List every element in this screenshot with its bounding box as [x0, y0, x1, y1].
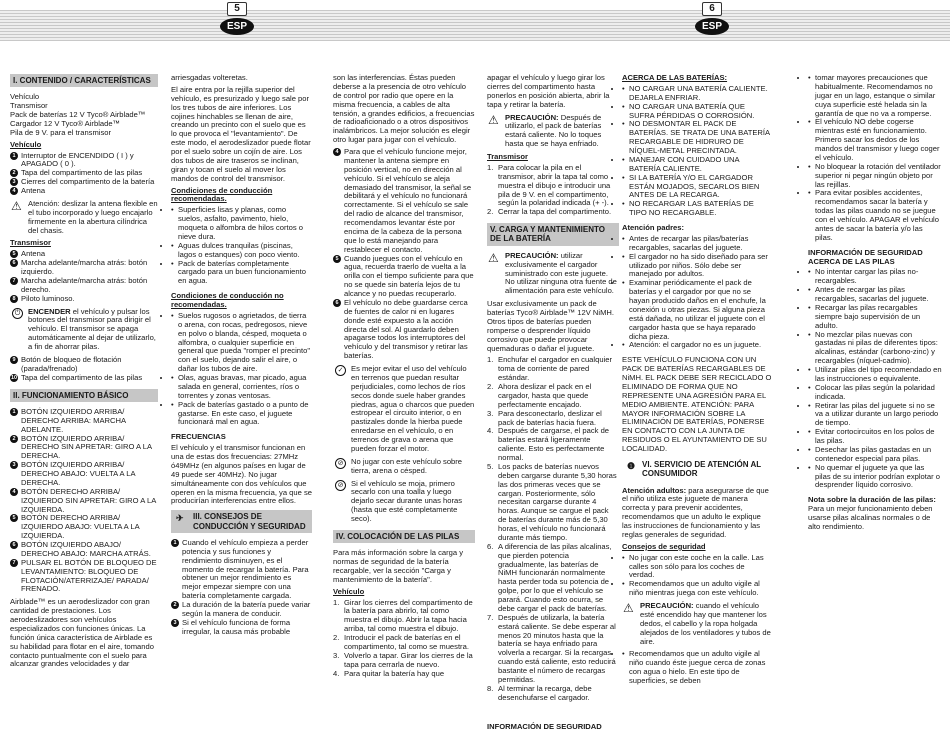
- list-item: 3. Para desconectarlo, deslizar el pack de baterías hacia fuera.: [487, 408, 602, 427]
- list-item: 5. Los packs de baterías nuevos deben cargarse durante 5,30 horas las dos primeras veces que se cargan. Posteriormente, sólo necesitan cargarse durante 4 horas. Aunque se cargue el pack de baterías durante más de 5,30 horas, el vehículo no funcionará durante más tiempo.: [487, 461, 617, 542]
- list-item: • • Antes de recargar las pilas recargables, sacarlas del juguete.: [808, 286, 942, 304]
- list-item: 3 Si el vehículo funciona de forma irregular, la causa más probable: [171, 619, 312, 637]
- parents-list: [622, 235, 772, 350]
- number-badge: 4.: [333, 668, 340, 678]
- list-item: 5 Cuando juegues con el vehículo en agua, recuerda traerlo de vuelta a la orilla con el tiempo suficiente para que no se quede sin batería lejos de tu alcance y no puedas recuperarlo.: [333, 255, 475, 299]
- list-item: 1. Para colocar la pila en el transmisor, abrir la tapa tal como muestra el dibujo e introducir una pila de 9 V. en el compartimento, según la polaridad indicada (+ -).: [487, 162, 611, 208]
- subheading: Atención padres:: [622, 223, 685, 232]
- number-badge: 7: [10, 277, 18, 285]
- remote-control-icon: ✈: [176, 513, 184, 524]
- section-heading: ❶ VI. SERVICIO DE ATENCIÓN AL CONSUMIDOR: [627, 459, 761, 479]
- driving-tips-list: [171, 539, 312, 637]
- safety-tips-list: [622, 650, 772, 686]
- content-item: Cargador 12 V Tyco® Airblade™: [10, 118, 121, 128]
- list-item: 1. Girar los cierres del compartimento de la batería para abrirlo, tal como muestra el dibujo. Abrir la tapa hacia arriba, tal como muestra el dibujo.: [333, 597, 473, 634]
- paragraph: Airblade™ es un aerodeslizador con gran cantidad de prestaciones. Los aerodeslizadores son vehículos especializados con funciones únicas. La función única característica de Airblade es su habilidad para flotar en el aire, tomando contacto puntualmente con el suelo para alcanzar grandes velocidades y dar: [10, 597, 154, 669]
- list-item: • • Olas, aguas bravas, mar picado, agua salada en general, corrientes, ríos o torrentes y zonas ventosas.: [171, 374, 312, 401]
- list-item: • • NO CARGAR UNA BATERÍA QUE SUFRA PÉRDIDAS O CORROSIÓN.: [622, 103, 772, 121]
- number-badge: 2.: [333, 633, 340, 643]
- list-item: • • NO RECARGAR LAS BATERÍAS DE TIPO NO RECARGABLE.: [622, 200, 772, 218]
- not-recommended-conditions-list: [171, 312, 312, 427]
- number-badge: 1: [10, 152, 18, 160]
- number-badge: 5: [10, 250, 18, 258]
- list-item: 7 Marcha adelante/marcha atrás: botón derecho.: [10, 277, 158, 295]
- number-badge: 2.: [487, 382, 494, 392]
- number-badge: 10: [10, 374, 18, 381]
- number-badge: 2: [171, 601, 179, 609]
- list-item: 2 BOTÓN IZQUIERDO ARRIBA/ DERECHO SIN APRETAR: GIRO A LA DERECHA.: [10, 435, 158, 462]
- list-item: • • Pack de baterías gastado o a punto de gastarse. En este caso, el juguete funcionará mal en agua.: [171, 401, 312, 428]
- number-badge: 5.: [487, 461, 494, 471]
- number-badge: 4: [333, 148, 341, 156]
- list-item: 8 Piloto luminoso.: [10, 295, 158, 304]
- column-5: [622, 74, 772, 686]
- content-item: Vehículo: [10, 92, 40, 102]
- warning-icon: ⚠: [488, 112, 499, 127]
- prohibited-icon: ⊘: [335, 458, 346, 469]
- page-number: 6: [702, 2, 722, 16]
- subheading: Condiciones de conducción recomendadas.: [171, 185, 273, 204]
- section-heading: V. CARGA Y MANTENIMIENTO DE LA BATERÍA: [487, 223, 619, 246]
- number-badge: 6.: [487, 541, 494, 551]
- subheading: Consejos de seguridad: [622, 541, 706, 551]
- list-item: • • NO DESMONTAR EL PACK DE BATERÍAS. SE TRATA DE UNA BATERÍA RECARGABLE DE HIDRURO DE NÍQUEL-METAL PRECINTADA.: [622, 120, 772, 156]
- transmitter-steps-list: [487, 164, 619, 217]
- paragraph: son las interferencias. Éstas pueden deberse a la presencia de otro vehículo de control por radio que opere en la misma frecuencia, a cables de alta tensión, a grandes edificios, a frecuencias de radioaficionado o a otros dispositivos inalámbricos. La mejor solución es elegir otro lugar para jugar con el vehículo.: [333, 73, 475, 145]
- number-badge: 3.: [487, 408, 494, 418]
- number-badge: 3.: [333, 650, 340, 660]
- list-item: 3 BOTÓN IZQUIERDO ARRIBA/ DERECHO ABAJO: VUELTA A LA DERECHA.: [10, 461, 158, 488]
- list-item: 6 Marcha adelante/marcha atrás: botón izquierdo.: [10, 259, 158, 277]
- list-item: • • Antes de recargar las pilas/baterías recargables, sacarlas del juguete.: [622, 235, 772, 253]
- list-item: • • Utilizar pilas del tipo recomendado en las instrucciones o equivalente.: [808, 366, 942, 384]
- list-item: 6 BOTÓN IZQUIERDO ABAJO/ DERECHO ABAJO: MARCHA ATRÁS.: [10, 541, 158, 559]
- list-item: • • NO CARGAR UNA BATERÍA CALIENTE. DEJARLA ENFRIAR.: [622, 85, 772, 103]
- list-item: • • MANEJAR CON CUIDADO UNA BATERÍA CALIENTE.: [622, 156, 772, 174]
- safety-tips-list: [808, 74, 942, 243]
- number-badge: 7.: [487, 612, 494, 622]
- column-1: [10, 74, 158, 672]
- subheading: INFORMACIÓN DE SEGURIDAD: [487, 721, 602, 731]
- paragraph: El vehículo y el transmisor funcionan en una de estas dos frecuencias: 27MHz ó49MHz (en algunos países en lugar de 49 puede ser 40MHz). No jugar simultáneamente con dos vehículos que operen en la misma frecuencia, ya que se producirían interferencias entre ellos.: [171, 443, 312, 506]
- info-icon: ❶: [627, 460, 636, 471]
- driving-tips-list: [333, 148, 475, 361]
- list-item: 3 Cierres del compartimento de la batería: [10, 178, 158, 187]
- subheading: Condiciones de conducción no recomendadas.: [171, 291, 284, 309]
- list-item: 4 BOTÓN DERECHO ARRIBA/ IZQUIERDO SIN APRETAR: GIRO A LA IZQUIERDA.: [10, 488, 158, 515]
- number-badge: 4: [10, 187, 18, 195]
- list-item: • • Suelos rugosos o agrietados, de tierra o arena, con rocas, pedregosos, nieve en polvo o blanda, césped, moqueta o alfombra, o cualquier superficie en general que pueda "romper el precinto" con el suelo, dejando salir el aire, o dañar los tubos de aire.: [171, 312, 312, 374]
- list-item: • • Pack de baterías completamente cargado para un buen funcionamiento en agua.: [171, 260, 312, 287]
- warning-icon: ⚠: [11, 198, 22, 213]
- section-heading: ✈ III. CONSEJOS DE CONDUCCIÓN Y SEGURIDAD: [171, 510, 312, 533]
- number-badge: 2: [10, 169, 18, 177]
- number-badge: 1: [171, 539, 179, 547]
- list-item: • • Evitar cortocircuitos en los polos de las pilas.: [808, 428, 942, 446]
- thumb-icon: ✓: [335, 365, 346, 376]
- battery-safety-list: [808, 268, 942, 490]
- list-item: 2. Introducir el pack de baterías en el compartimento, tal como se muestra.: [333, 633, 469, 651]
- list-item: 5 Antena: [10, 250, 158, 259]
- recommended-conditions-list: [171, 206, 312, 286]
- number-badge: 2.: [487, 207, 494, 217]
- list-item: • • Retirar las pilas del juguete si no se va a utilizar durante un largo periodo de tiempo.: [808, 402, 942, 429]
- paragraph: El aire entra por la rejilla superior del vehículo, es presurizado y luego sale por los tres tubos de aire inferiores. Los cojines hinchables se llenan de aire, creando un precinto con el suelo que es lo que provoca el "levantamiento". De este modo, el aerodeslizador puede flotar por el suelo sobre un cojín de aire. Los dos tubos de aire traseros se inclinan, giran y tocan el suelo al mover los mandos de control del transmisor.: [171, 84, 311, 183]
- number-badge: 7: [10, 559, 18, 567]
- warning-icon: ⚠: [623, 601, 634, 616]
- power-note: ⏻ ENCENDER el vehículo y pulsar los botones del transmisor para dirigir el vehículo. El transmisor se apaga automáticamente al dejar de utilizarlo, a fin de ahorrar pilas.: [10, 308, 158, 352]
- number-badge: 4.: [487, 426, 494, 436]
- power-icon: ⏻: [12, 308, 23, 319]
- list-item: • • Para evitar posibles accidentes, recomendamos sacar la batería y todas las pilas cuando no se juegue con el vehículo. APAGAR el vehículo antes de sacar la batería y/o las pilas.: [808, 189, 942, 242]
- paragraph: arriesgadas volteretas.: [171, 73, 248, 82]
- list-item: 1 BOTÓN IZQUIERDO ARRIBA/ DERECHO ARRIBA: MARCHA ADELANTE.: [10, 408, 158, 435]
- paragraph: Para más información sobre la carga y normas de seguridad de la batería recargable, ver la sección "Carga y mantenimiento de la batería".: [333, 548, 463, 584]
- warning-icon: ⚠: [488, 250, 499, 265]
- number-badge: 5: [10, 514, 18, 522]
- list-item: 2. Cerrar la tapa del compartimento.: [487, 207, 612, 217]
- column-4: [487, 74, 619, 733]
- content-item: Pila de 9 V. para el transmisor: [10, 127, 112, 137]
- section-heading: IV. COLOCACIÓN DE LAS PILAS: [333, 530, 475, 543]
- list-item: • • Desechar las pilas gastadas en un contenedor especial para pilas.: [808, 446, 942, 464]
- list-item: • • No bloquear la rotación del ventilador superior ni pegar ningún objeto por las rejillas.: [808, 163, 942, 190]
- number-badge: 6: [10, 541, 18, 549]
- subheading: FRECUENCIAS: [171, 432, 226, 442]
- list-item: 4. Después de cargarse, el pack de baterías estará ligeramente caliente. Esto es perfectamente normal.: [487, 426, 610, 463]
- list-item: 5 BOTÓN DERECHO ARRIBA/ IZQUIERDO ABAJO: VUELTA A LA IZQUIERDA.: [10, 514, 158, 541]
- advice-note: ⊘ No jugar con este vehículo sobre tierra, arena o césped.: [333, 458, 475, 476]
- list-item: • • Superficies lisas y planas, como suelos, asfalto, pavimento, hielo, moqueta o alfombra de hilos cortos o nieve dura.: [171, 206, 312, 242]
- list-item: 8. Al terminar la recarga, debe desenchufarse el cargador.: [487, 683, 592, 702]
- caution-note: ⚠ PRECAUCIÓN: Después de utilizarlo, el pack de baterías estará caliente. No lo toques hasta que se haya enfriado.: [488, 112, 602, 149]
- subheading: INFORMACIÓN DE SEGURIDAD ACERCA DE LAS PILAS: [808, 247, 923, 266]
- transmitter-parts-list: [10, 250, 158, 303]
- battery-steps-list: [333, 599, 475, 679]
- list-item: • • El cargador no ha sido diseñado para ser utilizado por niños. Sólo debe ser manejado por adultos.: [622, 253, 772, 280]
- list-item: • • No jugar con este coche en la calle. Las calles son sólo para los coches de verdad.: [622, 554, 772, 581]
- number-badge: 3: [10, 178, 18, 186]
- list-item: • • Atención: el cargador no es un juguete.: [622, 341, 772, 350]
- list-item: 7 PULSAR EL BOTÓN DE BLOQUEO DE LEVANTAMIENTO: BLOQUEO DE FLOTACIÓN/ATERRIZAJE/ PARADA/ FRENADO.: [10, 559, 158, 595]
- section-heading: II. FUNCIONAMIENTO BÁSICO: [10, 389, 158, 402]
- charging-steps-list: [487, 356, 619, 702]
- transmitter-parts-list-2: [10, 356, 158, 383]
- number-badge: 1.: [333, 597, 340, 607]
- list-item: 7. Después de utilizarla, la batería estará caliente. Se debe esperar al menos 20 minutos hasta que la batería se haya enfriado para volverla a recargar. Si la recargas cuando está caliente, esto reducirá bastante el número de recargas permitidas.: [487, 612, 616, 684]
- list-item: 6 El vehículo no debe guardarse cerca de fuentes de calor ni en lugares donde esté expuesto a la acción directa del sol. Al guardarlo deben apagarse todos los interruptores del vehículo y del transmisor y retirar las baterías.: [333, 299, 475, 361]
- list-item: • • No intentar cargar las pilas no-recargables.: [808, 268, 942, 286]
- content-item: Transmisor: [10, 101, 48, 111]
- section-heading: I. CONTENIDO / CARACTERÍSTICAS: [10, 74, 158, 87]
- list-item: • • Recomendamos que un adulto vigile al niño mientras juega con este vehículo.: [622, 580, 772, 598]
- safety-tips-list: [622, 554, 772, 598]
- list-item: • • Examinar periódicamente el pack de baterías y el cargador por que no se hayan producido daños en el enchufe, la conexión u otras piezas. Si alguna pieza está dañada, no utilizar el juguete con el cargador hasta que se haya reparado dicha pieza.: [622, 279, 772, 341]
- advice-note: ⊘ Si el vehículo se moja, primero secarlo con una toalla y luego dejarlo secar durante unas horas (hasta que esté completamente seco).: [333, 480, 475, 524]
- subheading: ACERCA DE LAS BATERÍAS:: [622, 73, 728, 82]
- language-badge: ESP: [220, 18, 254, 35]
- list-item: 1 Interruptor de ENCENDIDO ( I ) y APAGADO ( 0 ).: [10, 152, 158, 170]
- page-number: 5: [227, 2, 247, 16]
- caution-note: ⚠ PRECAUCIÓN: utilizar exclusivamente el cargador suministrado con este juguete. No utilizar ninguna otra fuente de alimentación para este vehículo.: [488, 250, 617, 296]
- subheading: Transmisor: [487, 152, 528, 161]
- prohibited-icon: ⊘: [335, 480, 346, 491]
- number-badge: 1: [10, 408, 18, 416]
- number-badge: 6: [10, 259, 18, 267]
- list-item: • • Aguas dulces tranquilas (piscinas, lagos o estanques) con poco viento.: [171, 242, 312, 260]
- paragraph: apagar el vehículo y luego girar los cierres del compartimento hasta ponerlos en posición abierta, abrir la tapa y retirar la batería.: [487, 73, 610, 109]
- number-badge: 8.: [487, 683, 494, 693]
- number-badge: 1.: [487, 162, 494, 172]
- column-2: [171, 74, 312, 637]
- list-item: • • tomar mayores precauciones que habitualmente. Recomendamos no jugar en un lago, estanque o similar cuya superficie esté helada sin la garantía de que no va a romperse.: [808, 74, 942, 118]
- list-item: 3. Volverlo a tapar. Girar los cierres de la tapa para cerrarla de nuevo.: [333, 650, 473, 669]
- number-badge: 3: [10, 461, 18, 469]
- column-6: [808, 74, 942, 535]
- list-item: 1 Cuando el vehículo empieza a perder potencia y sus funciones y rendimiento disminuyen, es el momento de recargar la batería. Para obtener un mejor rendimiento es mejor empezar siempre con una batería completamente cargada.: [171, 539, 312, 601]
- number-badge: 9: [10, 356, 18, 364]
- subheading: Vehículo: [333, 586, 365, 596]
- vehicle-parts-list: [10, 152, 158, 196]
- number-badge: 2: [10, 435, 18, 443]
- paragraph: Nota sobre la duración de las pilas: Para un mejor funcionamiento deben usarse pilas alcalinas normales o de alto rendimiento.: [808, 495, 936, 531]
- list-item: • • No mezclar pilas nuevas con gastadas ni pilas de diferentes tipos: alcalinas, estándar (carbono-zinc) y recargables (níquel-cadmio).: [808, 331, 942, 367]
- list-item: 2 Tapa del compartimento de las pilas: [10, 169, 158, 178]
- list-item: 4 Para que el vehículo funcione mejor, mantener la antena siempre en posición vertical, no en dirección al vehículo. Si el vehículo se aleja demasiado del transmisor, la señal se debilitará y el vehículo no funcionará correctamente. Si el vehículo se sale del radio de alcance del transmisor, recomendamos levantar éste por encima de la cabeza de la persona que lo está manejando para restablecer el contacto.: [333, 148, 475, 255]
- list-item: 6. A diferencia de las pilas alcalinas, que pierden potencia gradualmente, las baterías de NiMH funcionarán normalmente hasta perder toda su potencia de golpe, por lo que el vehículo se parará. Cuando esto ocurra, se debe cargar el pack de baterías.: [487, 541, 612, 613]
- column-3: [333, 74, 475, 678]
- attention-note: ⚠ Atención: deslizar la antena flexible en el tubo incorporado y luego encajarlo firmemente en la abertura cilíndrica del chasis.: [11, 198, 158, 235]
- subheading: Vehículo: [10, 139, 42, 149]
- list-item: 2 La duración de la batería puede variar según la manera de conducir.: [171, 601, 312, 619]
- battery-warnings-list: [622, 85, 772, 218]
- list-item: • • El vehículo NO debe cogerse mientras esté en funcionamiento. Primero sacar los dedos de los mandos del transmisor y luego coger el vehículo.: [808, 118, 942, 162]
- content-item: Pack de baterías 12 V Tyco® Airblade™: [10, 110, 146, 120]
- contents-list: [10, 93, 158, 137]
- list-item: • • No quemar el juguete ya que las pilas de su interior podrían explotar o desprender líquido corrosivo.: [808, 464, 942, 491]
- list-item: 2. Ahora deslizar el pack en el cargador, hasta que quede perfectamente encajado.: [487, 382, 592, 409]
- caution-note: ⚠ PRECAUCIÓN: cuando el vehículo esté encendido hay que mantener los dedos, el cabello y la ropa holgada alejados de los ventiladores y tubos de aire.: [623, 601, 771, 646]
- number-badge: 4: [10, 488, 18, 496]
- list-item: 4. Para quitar la batería hay que: [333, 668, 445, 678]
- list-item: 9 Botón de bloqueo de flotación (parada/frenado): [10, 356, 158, 374]
- advice-note: ✓ Es mejor evitar el uso del vehículo en terrenos que puedan resultar perjudiciales, como lechos de ríos secos donde suele haber grandes piedras, agua o charcos que pueden estropear el circuito interior, o en pastizales donde la hierba puede enredarse en el vehículo, o en terrenos de grava o arena que pueden forzar el motor.: [333, 365, 475, 454]
- paragraph: Usar exclusivamente un pack de baterías Tyco® Airblade™ 12V NiMH. Otros tipos de baterías pueden romperse o desprender líquido corrosivo que puede provocar quemaduras o dañar el juguete.: [487, 299, 615, 353]
- number-badge: 6: [333, 299, 341, 307]
- number-badge: 5: [333, 255, 341, 263]
- list-item: • • SI LA BATERÍA Y/O EL CARGADOR ESTÁN MOJADOS, SECARLOS BIEN ANTES DE LA RECARGA.: [622, 174, 772, 201]
- list-item: • • Colocar las pilas según la polaridad indicada.: [808, 384, 942, 402]
- paragraph: Atención adultos: para asegurarse de que el niño utiliza este juguete de manera correcta y para prevenir accidentes, recomendamos que un adulto le explique las instrucciones de funcionamiento y las reglas generales de seguridad.: [622, 485, 769, 539]
- paragraph: ESTE VEHÍCULO FUNCIONA CON UN PACK DE BATERÍAS RECARGABLES DE NiMH. EL PACK DEBE SER RECICLADO O ELIMINADO DE FORMA QUE NO REPRESENTE UNA AGRESIÓN PARA EL MEDIO AMBIENTE. ATENCIÓN: PARA MAYOR INFORMACIÓN SOBRE LA ELIMINACIÓN DE BATERÍAS, PONERSE EN CONTACTO CON LA JUNTA DE RESIDUOS O EL AYUNTAMIENTO DE SU LOCALIDAD.: [622, 355, 772, 453]
- number-badge: 3: [171, 619, 179, 627]
- language-badge: ESP: [695, 18, 729, 35]
- list-item: 1. Enchufar el cargador en cualquier toma de corriente de pared estándar.: [487, 355, 612, 383]
- basic-operation-list: [10, 408, 158, 594]
- number-badge: 8: [10, 295, 18, 303]
- list-item: • • Recargar las pilas recargables siempre bajo supervisión de un adulto.: [808, 304, 942, 331]
- list-item: 10 Tapa del compartimento de las pilas: [10, 372, 143, 382]
- number-badge: 1.: [487, 355, 494, 365]
- subheading: Transmisor: [10, 238, 51, 248]
- list-item: • • Recomendamos que un adulto vigile al niño cuando éste juegue cerca de zonas con agua o hielo. En este tipo de superficies, se deben: [622, 650, 772, 686]
- list-item: 4 Antena: [10, 187, 158, 196]
